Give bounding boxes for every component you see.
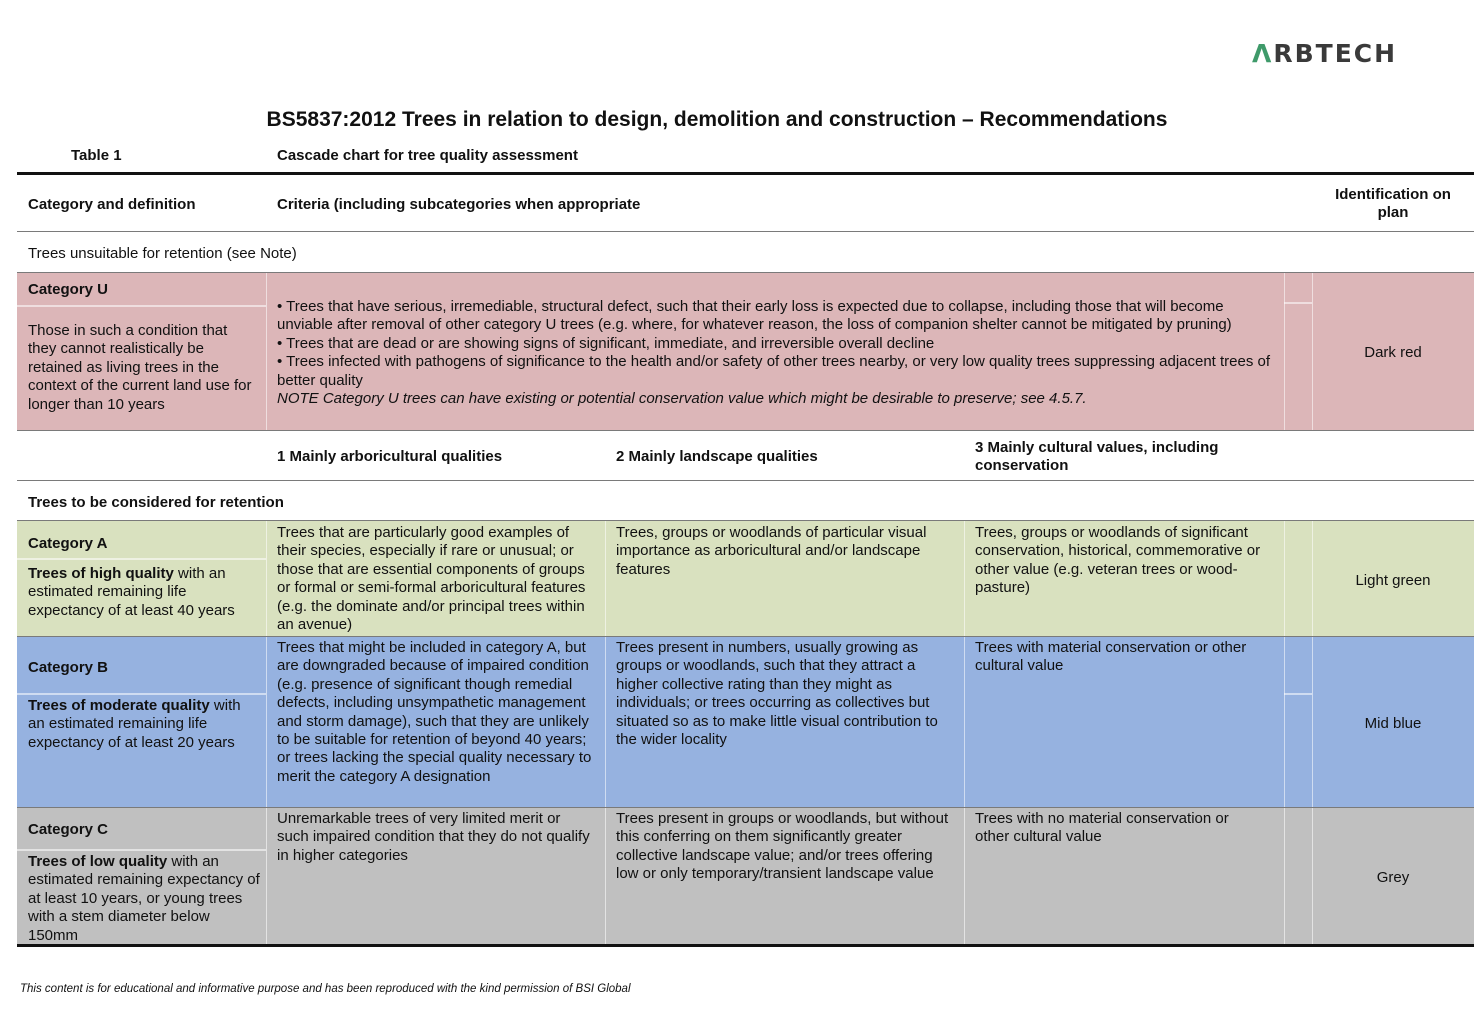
row-rule bbox=[17, 807, 1474, 808]
band-divider bbox=[1284, 273, 1285, 430]
band-divider bbox=[17, 693, 266, 695]
band-divider bbox=[1312, 273, 1313, 430]
row-rule bbox=[17, 430, 1474, 431]
category-b-landscape: Trees present in numbers, usually growing as groups or woodlands, such that they attract a higher collective rating than they might as individuals; or trees occurring as collectives but situated so as to make little visual contribution to the wider locality bbox=[616, 639, 938, 749]
definition-text: with an estimated remaining life expectancy of at least 20 years bbox=[28, 697, 241, 751]
band-divider bbox=[17, 558, 266, 560]
arbtech-logo bbox=[1252, 38, 1397, 68]
band-divider bbox=[17, 849, 266, 851]
header-criteria: Criteria (including subcategories when appropriate bbox=[277, 196, 641, 213]
category-c-arboricultural: Unremarkable trees of very limited merit or such impaired condition that they do not qualify in higher categories bbox=[277, 810, 590, 864]
category-u-criteria bbox=[277, 298, 1279, 408]
band-divider bbox=[1284, 521, 1285, 944]
table-label: Table 1 bbox=[71, 147, 122, 164]
category-c-definition bbox=[28, 853, 262, 945]
header-category: Category and definition bbox=[28, 196, 196, 213]
unsuitable-heading: Trees unsuitable for retention (see Note) bbox=[28, 245, 297, 262]
table-top-rule bbox=[17, 172, 1474, 175]
band-divider bbox=[266, 521, 267, 944]
category-u-definition: Those in such a condition that they cannot realistically be retained as living trees in the context of the current land use for longer than 10 years bbox=[28, 322, 252, 413]
category-b-name: Category B bbox=[28, 659, 109, 676]
category-c-name: Category C bbox=[28, 821, 109, 838]
category-a-definition bbox=[28, 565, 260, 620]
table-caption: Cascade chart for tree quality assessment bbox=[277, 147, 578, 164]
row-rule bbox=[17, 272, 1474, 273]
category-a-arboricultural: Trees that are particularly good examples of their species, especially if rare or unusual; or those that are essential components of groups or formal or semi-formal arboricultural features (e.g. the dominate and/or principal trees within an avenue) bbox=[277, 524, 586, 634]
quality-label: Trees of low quality bbox=[28, 853, 168, 870]
category-u-identification: Dark red bbox=[1364, 344, 1422, 361]
category-a-landscape: Trees, groups or woodlands of particular visual importance as arboricultural and/or landscape features bbox=[616, 524, 927, 578]
category-b-identification: Mid blue bbox=[1364, 715, 1422, 732]
row-rule bbox=[17, 636, 1474, 637]
criteria-note: NOTE Category U trees can have existing or potential conservation value which might be desirable to preserve; see 4.5.7. bbox=[277, 390, 1087, 408]
category-c-cultural: Trees with no material conservation or other cultural value bbox=[975, 810, 1229, 846]
category-c-landscape: Trees present in groups or woodlands, but without this conferring on them significantly greater collective landscape value; and/or trees offering low or only temporary/transient landscape value bbox=[616, 810, 949, 883]
subcategory-3-heading: 3 Mainly cultural values, including conservation bbox=[975, 439, 1219, 474]
quality-label: Trees of high quality bbox=[28, 565, 174, 582]
header-identification: Identification on plan bbox=[1335, 186, 1451, 221]
definition-text: with an estimated remaining life expectancy of at least 40 years bbox=[28, 565, 235, 619]
subcategory-1-heading: 1 Mainly arboricultural qualities bbox=[277, 448, 503, 465]
criteria-bullet: • Trees that have serious, irremediable, structural defect, such that their early loss is expected due to collapse, including those that will become unviable after removal of other category U trees (e.g. where, for whatever reason, the loss of companion shelter cannot be mitigated by pruning) bbox=[277, 298, 1232, 334]
category-b-arboricultural: Trees that might be included in category A, but are downgraded because of impaired condition (e.g. presence of significant though remedial defects, including unsympathetic management and storm damage), such that they are unlikely to be suitable for retention of beyond 40 years; or trees lacking the special quality necessary to merit the category A designation bbox=[277, 639, 592, 785]
logo-accent-letter: Λ bbox=[1252, 38, 1274, 68]
category-a-name: Category A bbox=[28, 535, 108, 552]
category-c-identification: Grey bbox=[1376, 869, 1410, 886]
category-b-cultural: Trees with material conservation or other cultural value bbox=[975, 639, 1247, 675]
band-divider bbox=[964, 521, 965, 944]
band-divider bbox=[17, 305, 266, 307]
category-u-name: Category U bbox=[28, 281, 109, 298]
band-divider bbox=[1284, 302, 1312, 304]
band-divider bbox=[1312, 521, 1313, 944]
criteria-bullet: • Trees infected with pathogens of significance to the health and/or safety of other trees nearby, or very low quality trees suppressing adjacent trees of better quality bbox=[277, 353, 1271, 389]
criteria-bullet: • Trees that are dead or are showing signs of significant, immediate, and irreversible overall decline bbox=[277, 334, 935, 352]
row-rule bbox=[17, 480, 1474, 481]
quality-label: Trees of moderate quality bbox=[28, 697, 210, 714]
retention-heading: Trees to be considered for retention bbox=[28, 494, 284, 511]
band-divider bbox=[1284, 693, 1312, 695]
footnote: This content is for educational and informative purpose and has been reproduced with the kind permission of BSI Global bbox=[20, 983, 631, 995]
band-divider bbox=[605, 521, 606, 944]
row-rule bbox=[17, 520, 1474, 521]
definition-text: with an estimated remaining expectancy of at least 10 years, or young trees with a stem diameter below 150mm bbox=[28, 853, 260, 944]
band-divider bbox=[266, 273, 267, 430]
category-a-identification: Light green bbox=[1355, 572, 1431, 589]
logo-text: RBTECH bbox=[1273, 38, 1398, 68]
subcategory-2-heading: 2 Mainly landscape qualities bbox=[616, 448, 818, 465]
header-rule bbox=[17, 231, 1474, 232]
category-a-cultural: Trees, groups or woodlands of significant conservation, historical, commemorative or other value (e.g. veteran trees or wood-pasture) bbox=[975, 524, 1261, 597]
category-b-definition bbox=[28, 697, 260, 752]
document-title: BS5837:2012 Trees in relation to design, demolition and construction – Recommendations bbox=[266, 108, 1168, 131]
